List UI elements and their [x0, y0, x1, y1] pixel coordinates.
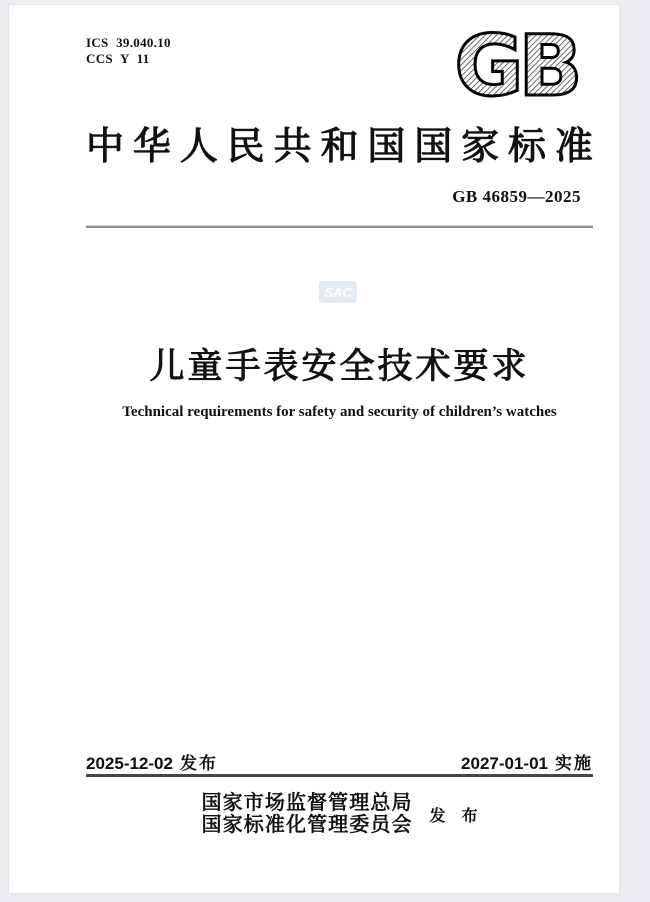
publisher-line-1: 国 家 市 场 监 督 管 理 总 局	[201, 792, 412, 814]
implementation-date: 2027-01-01	[461, 754, 548, 773]
implementation-date-group	[461, 749, 593, 774]
sac-watermark	[319, 281, 357, 303]
standard-number: GB 46859—2025	[452, 187, 581, 206]
publisher-names	[202, 792, 412, 836]
standard-title-chinese: 儿童手表安全技术要求	[149, 347, 530, 386]
sac-watermark-text: SAC	[324, 284, 352, 300]
document-page	[8, 4, 620, 894]
gb-logo-icon	[431, 21, 601, 107]
header-divider-line	[86, 225, 593, 228]
publisher-block	[86, 792, 593, 836]
ics-code: ICS 39.040.10	[86, 35, 171, 50]
issue-date: 2025-12-02	[86, 754, 173, 773]
footer-divider-line	[86, 774, 593, 777]
issue-label: 发布	[179, 754, 218, 773]
implementation-label: 实施	[555, 754, 593, 773]
date-row	[86, 749, 593, 774]
issue-date-group	[86, 749, 218, 774]
publish-label: 发 布	[429, 807, 478, 825]
publisher-line-2: 国 家 标 准 化 管 理 委 员 会	[201, 814, 412, 836]
national-standard-heading: 中 华 人 民 共 和 国 国 家 标 准	[86, 126, 593, 168]
ccs-code: CCS Y 11	[86, 51, 150, 66]
svg-text:GB: GB	[454, 21, 578, 107]
standard-title-english: Technical requirements for safety and security of children’s watches	[122, 404, 557, 420]
